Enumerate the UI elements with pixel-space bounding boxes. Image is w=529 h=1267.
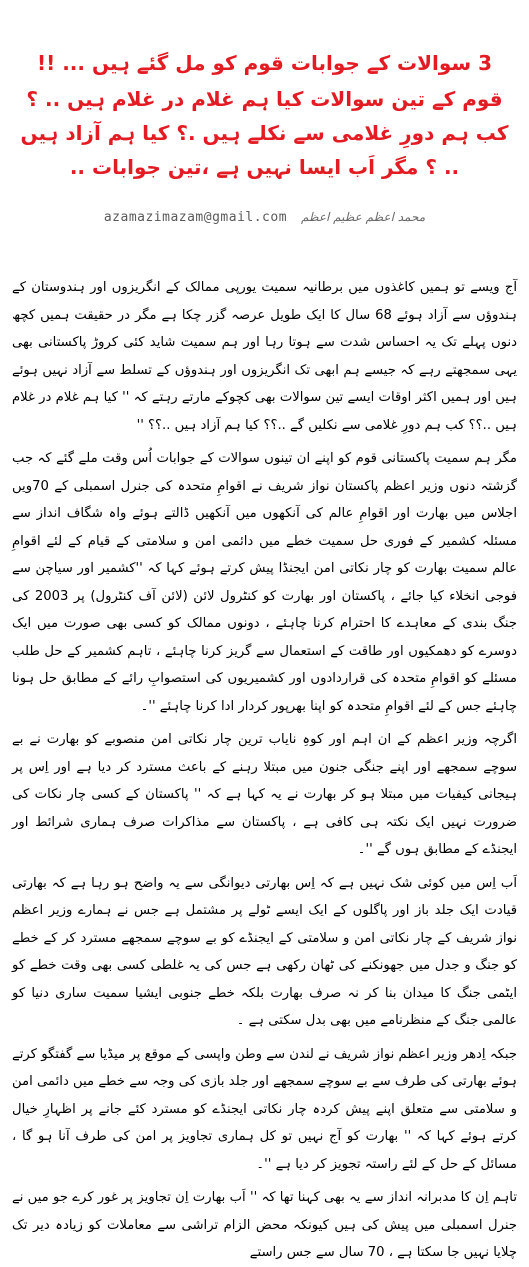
paragraph: اگرچہ وزیر اعظم کے ان اہم اور کوہِ نایاب ترین چار نکاتی امن منصوبے کو بھارت نے بے سوچے سمجھے اور اپنے جنگی جنون میں مبتلا رہنے کے باعث مسترد کر دیا ہے اور اِس پر ہیجانی کیفیات میں مبتلا ہو کر بھارت نے یہ کہا ہے کہ '' پاکستان کے کسی چار نکات کی ضرورت نہیں ایک نکتہ ہی کافی ہے ، پاکستان سے مذاکرات صرف ہماری شرائط اور ایجنڈے کے مطابق ہوں گے ''۔ (12, 732, 517, 857)
article-body (12, 274, 517, 1267)
byline (12, 206, 517, 228)
author-name: محمد اعظم عظیم اعظم (301, 210, 426, 224)
headline-sub: قوم کے تین سوالات کیا ہم غلام در غلام ہیں .. ؟ کب ہم دورِ غلامی سے نکلے ہیں .؟ کیا ہم آزاد ہیں .. ؟ مگر اَب ایسا نہیں ہے ،تین جوابات .. (20, 87, 509, 179)
paragraph: اَب اِس میں کوئی شک نہیں ہے کہ اِس بھارتی دیوانگی سے یہ واضح ہو رہا ہے کہ بھارتی قیادت ایک جلد باز اور پاگلوں کے ایک ایسے ٹولے پر مشتمل ہے جس نے ہمارے وزیر اعظم نواز شریف کے چار نکاتی امن و سلامتی کے ایجنڈے کو بے سوچے سمجھے مسترد کر کے خطے کو جنگ و جدل میں جھونکنے کی ٹھان رکھی ہے جس کی یہ غلطی کسی بھی وقت خطے کو ایٹمی جنگ کا میدان بنا کر نہ صرف بھارت بلکہ خطے جنوبی ایشیا سمیت ساری دنیا کو عالمی جنگ کے منظرنامے میں بھی بدل سکتی ہے ۔ (12, 875, 517, 1028)
author-email: azamazimazam@gmail.com (103, 209, 288, 225)
paragraph: مگر ہم سمیت پاکستانی قوم کو اپنے ان تینوں سوالات کے جوابات اُس وقت ملے گئے کہ جب گزشتہ دنوں وزیر اعظم پاکستان نواز شریف نے اقوامِ متحدہ کی جنرل اسمبلی کے 70ویں اجلاس میں بھارت اور اقوامِ عالم کی آنکھوں میں آنکھیں ڈالتے ہوئے واہ شگاف انداز سے مسئلہ کشمیر کے فوری حل سمیت خطے میں دائمی امن و سلامتی کے قیام کے لئے اقوامِ عالم سمیت بھارت کو چار نکاتی امن ایجنڈا پیش کرتے ہوئے کہا کہ ''کشمیر اور سیاچن سے فوجی انخلاء کیا جائے ، پاکستان اور بھارت کو کنٹرول لائن (لائن آف کنٹرول) پر 2003 کی جنگ بندی کے معاہدے کا احترام کرنا چاہئے ، دونوں ممالک کو کسی بھی صورت میں ایک دوسرے کو دھمکیوں اور طاقت کے استعمال سے گریز کرنا چاہئے ، تاہم کشمیر کے حل طلب مسئلے کو اقوامِ متحدہ کی قراردادوں اور کشمیریوں کی استصوابِ رائے کے مطابق حل ہونا چاہئے جس کے لئے اقوامِ متحدہ کو اپنا بھرپور کردار ادا کرنا چاہئے ''۔ (12, 451, 517, 714)
paragraph: جبکہ اِدھر وزیر اعظم نواز شریف نے لندن سے وطن واپسی کے موقع پر میڈیا سے گفتگو کرتے ہوئے بھارتی کی طرف سے بے سوچے سمجھے اور جلد بازی کی وجہ سے خطے میں دائمی امن و سلامتی سے متعلق اپنے پیش کردہ چار نکاتی ایجنڈے کو مسترد کئے جانے پر اظہارِ خیال کرتے ہوئے کہا کہ '' بھارت کو آج نہیں تو کل ہماری تجاویز پر امن کی طرف آنا ہو گا ، مسائل کے حل کے لئے راستہ تجویز کر دیا ہے ''۔ (12, 1046, 517, 1172)
headline-main: 3 سوالات کے جوابات قوم کو مل گئے ہیں ... !! (36, 51, 492, 75)
paragraph: آج ویسے تو ہمیں کاغذوں میں برطانیہ سمیت یورپی ممالک کے انگریزوں اور ہندوستان کے ہندوؤں سے آزاد ہوئے 68 سال کا ایک طویل عرصہ گزر چکا ہے مگر در حقیقت ہمیں کچھ دنوں پہلے تک یہ احساس شدت سے ہوتا رہا اور ہم سمیت شاید کئی کروڑ پاکستانی بھی یہی سمجھتے رہے کہ جیسے ہم ابھی تک انگریزوں اور ہندوؤں کے تسلط سے آزاد نہیں ہوئے ہیں اور ہمیں اکثر اوقات ایسے تین سوالات بھی کچوکے مارتے رہتے کہ '' کیا ہم غلام در غلام ہیں ..؟؟ کب ہم دورِ غلامی سے نکلیں گے ..؟؟ کیا ہم آزاد ہیں ..؟؟ '' (12, 280, 517, 433)
paragraph: تاہم اِن کا مدبرانہ انداز سے یہ بھی کہنا تھا کہ '' اَب بھارت اِن تجاویز پر غور کرے جو میں نے جنرل اسمبلی میں پیش کی ہیں کیونکہ محض الزام تراشی سے معاملات کو زیادہ دیر تک چلایا نہیں جا سکتا ہے ، 70 سال سے جس راستے (12, 1190, 517, 1260)
